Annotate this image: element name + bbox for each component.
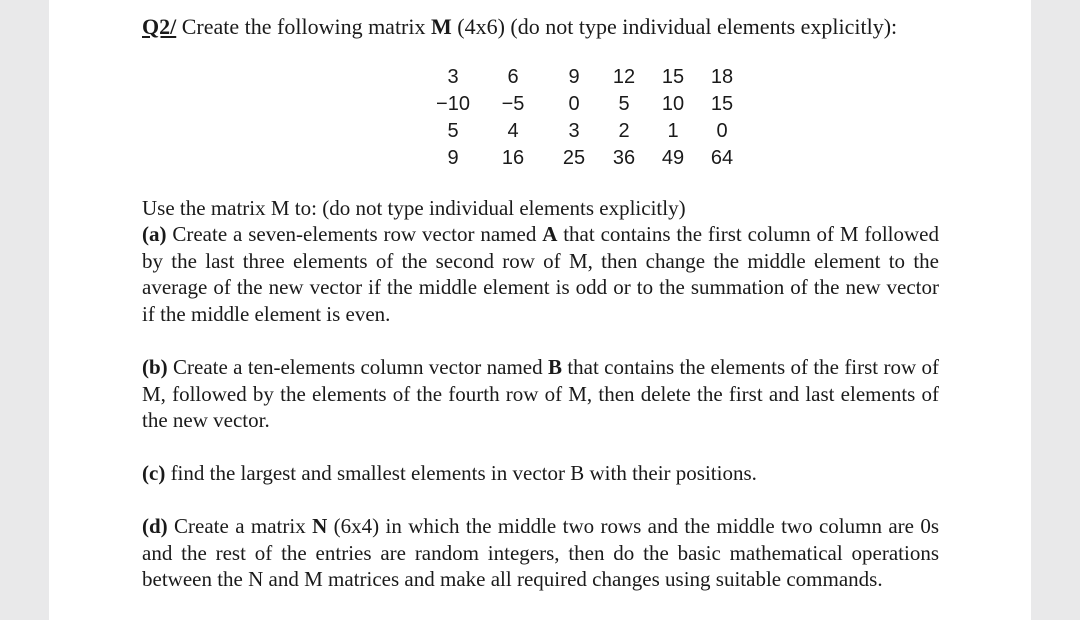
matrix-cell: 3 bbox=[447, 66, 459, 88]
part-a-paragraph bbox=[142, 221, 939, 327]
question-text-end: (4x6) (do not type individual elements explicitly): bbox=[451, 14, 898, 39]
intro-paragraph: Use the matrix M to: (do not type individual elements explicitly) bbox=[142, 196, 686, 220]
question-heading bbox=[142, 12, 897, 42]
matrix-cell: 6 bbox=[507, 66, 519, 88]
vector-a-name: A bbox=[542, 222, 558, 246]
matrix-cell: 9 bbox=[568, 66, 580, 88]
matrix-cell: 15 bbox=[710, 93, 734, 115]
matrix-cell: 12 bbox=[612, 66, 636, 88]
matrix-cell: 18 bbox=[710, 66, 734, 88]
part-d-label: (d) bbox=[142, 514, 168, 538]
matrix-cell: −5 bbox=[501, 93, 525, 115]
matrix-cell: 0 bbox=[716, 120, 728, 142]
matrix-cell: 64 bbox=[710, 147, 734, 169]
matrix-cell: 15 bbox=[661, 66, 685, 88]
matrix-cell: 5 bbox=[447, 120, 459, 142]
part-a-text-2: that contains the first column of M followed by the last three elements of the second row of M, then change the middle element to the average of the new vector if the middle element is odd or to the summation of the new vector if the middle element is even. bbox=[142, 222, 939, 326]
document-page bbox=[49, 0, 1031, 620]
matrix-cell: 9 bbox=[447, 147, 459, 169]
question-label: Q2/ bbox=[142, 14, 177, 39]
matrix-cell: 16 bbox=[501, 147, 525, 169]
part-a-label: (a) bbox=[142, 222, 167, 246]
matrix-cell: 1 bbox=[667, 120, 679, 142]
matrix-cell: 5 bbox=[618, 93, 630, 115]
matrix-cell: 36 bbox=[612, 147, 636, 169]
matrix-cell: 49 bbox=[661, 147, 685, 169]
part-b-label: (b) bbox=[142, 355, 168, 379]
part-b-text-1: Create a ten-elements column vector named bbox=[167, 355, 548, 379]
matrix-cell: 10 bbox=[661, 93, 685, 115]
vector-b-name: B bbox=[547, 355, 562, 379]
part-c-text: find the largest and smallest elements in vector B with their positions. bbox=[165, 461, 757, 485]
part-d-paragraph bbox=[142, 513, 939, 593]
part-b-paragraph bbox=[142, 354, 939, 434]
matrix-cell: −10 bbox=[436, 93, 470, 115]
matrix-cell: 4 bbox=[507, 120, 519, 142]
matrix-cell: 0 bbox=[568, 93, 580, 115]
matrix-n-name: N bbox=[312, 514, 328, 538]
part-d-text-1: Create a matrix bbox=[167, 514, 313, 538]
matrix-cell: 3 bbox=[568, 120, 580, 142]
part-a-text-1: Create a seven-elements row vector named bbox=[166, 222, 543, 246]
part-d-text-2: (6x4) in which the middle two rows and the middle two column are 0s and the rest of the entries are random integers, then do the basic mathematical operations between the N and M matrices and make all required changes using suitable commands. bbox=[142, 514, 939, 591]
part-b-text-2: that contains the elements of the first row of M, followed by the elements of the fourth row of M, then delete the first and last elements of the new vector. bbox=[142, 355, 939, 432]
part-c-paragraph bbox=[142, 460, 939, 487]
matrix-cell: 2 bbox=[618, 120, 630, 142]
question-text: Create the following matrix bbox=[176, 14, 431, 39]
matrix-cell: 25 bbox=[562, 147, 586, 169]
part-c-label: (c) bbox=[142, 461, 166, 485]
matrix-name: M bbox=[431, 14, 452, 39]
